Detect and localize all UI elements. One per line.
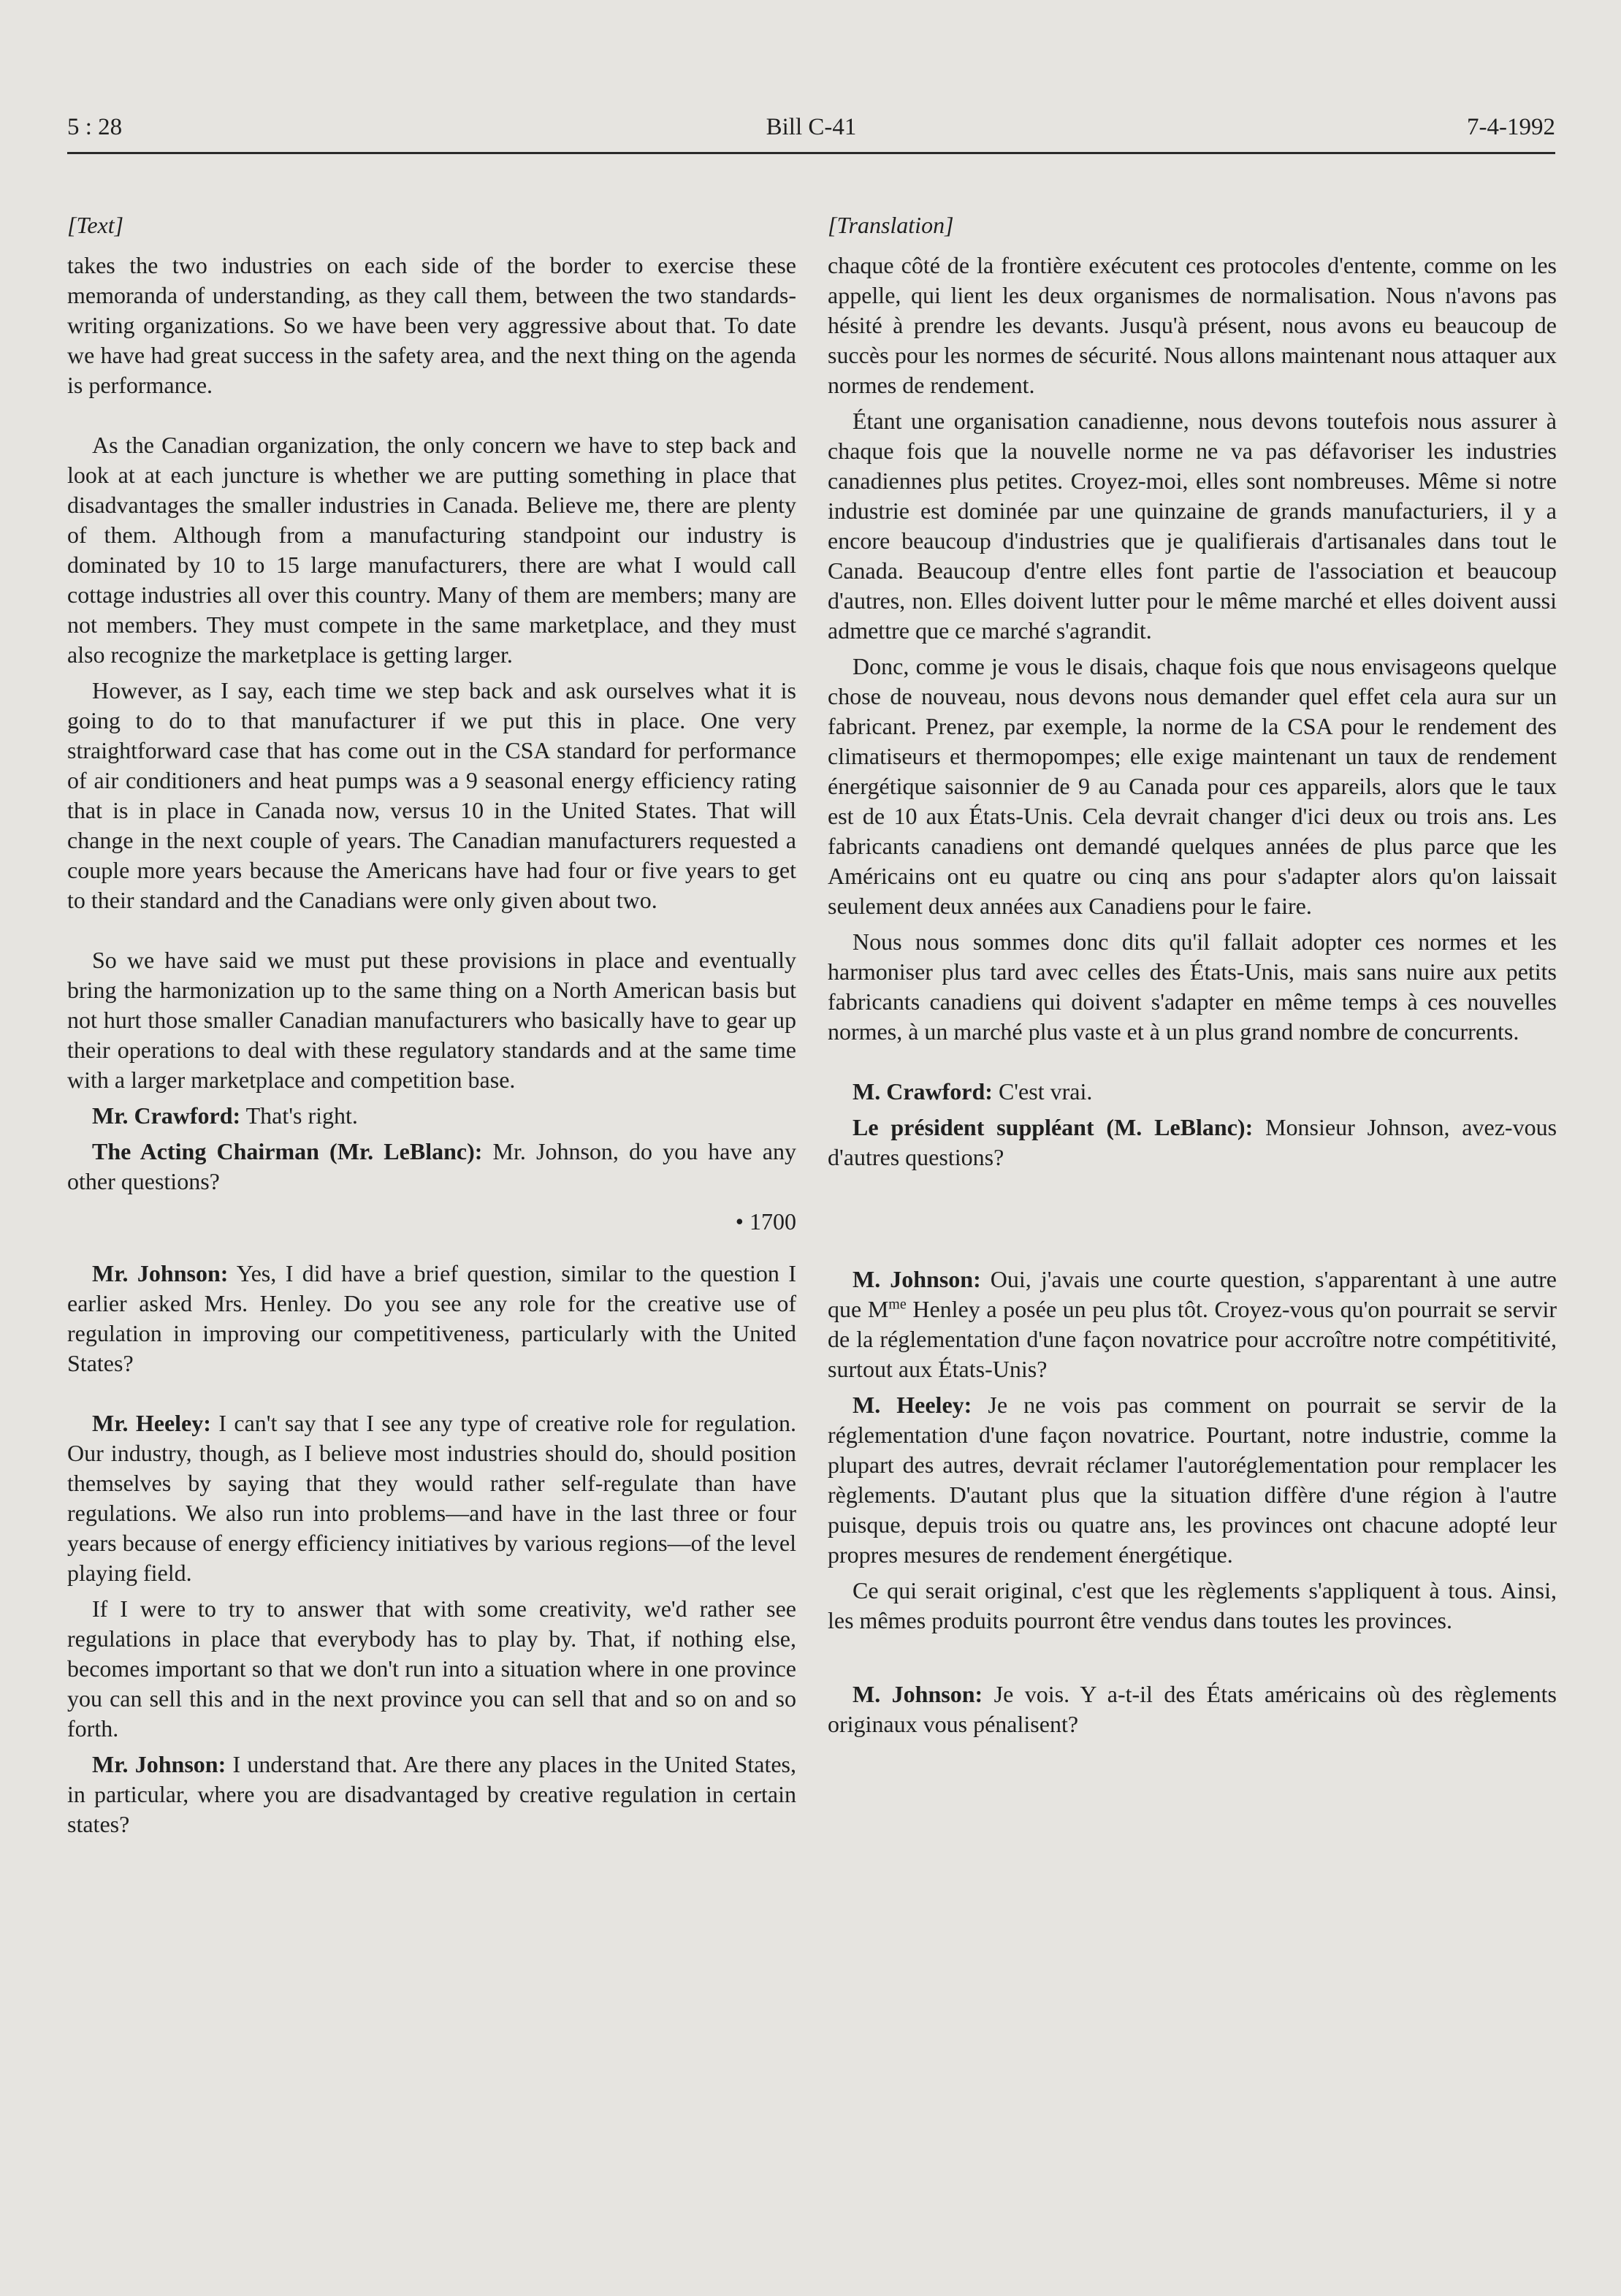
en-speech-johnson-1 <box>67 1259 796 1378</box>
speech-text-b: Henley a posée un peu plus tôt. Croyez-vous qu'on pourrait se servir de la réglementation d'une façon novatrice pour accroître notre compétitivité, surtout aux États-Unis? <box>828 1296 1557 1382</box>
timestamp: • 1700 <box>735 1208 796 1235</box>
speech-text: I can't say that I see any type of creative role for regulation. Our industry, though, as I believe most industries should do, should position themselves by saying that they would rather self-regulate than have regulations. We also run into problems—and have in the last three or four years because of energy efficiency initiatives by various regions—of the level playing field. <box>67 1410 797 1586</box>
en-speech-heeley <box>67 1408 796 1588</box>
en-speech-crawford <box>67 1101 796 1131</box>
fr-speech-johnson-2 <box>828 1679 1557 1739</box>
speech-text: Monsieur Johnson, avez-vous d'autres questions? <box>828 1114 1557 1170</box>
text-tag: [Text] <box>67 212 124 238</box>
speaker-name: M. Crawford: <box>853 1078 993 1105</box>
fr-speech-chairman <box>828 1113 1557 1172</box>
speaker-name: Le président suppléant (M. LeBlanc): <box>853 1114 1254 1140</box>
page-number: 5 : 28 <box>67 114 123 140</box>
fr-paragraph-4: Nous nous sommes donc dits qu'il fallait adopter ces normes et les harmoniser plus tard avec celles des États-Unis, mais sans nuire aux petits fabricants canadiens qui doivent s'adapter en même temps à ces nouvelles normes, à un marché plus vaste et à un plus grand nombre de concurrents. <box>828 928 1557 1045</box>
fr-paragraph-1: chaque côté de la frontière exécutent ces protocoles d'entente, comme on les appelle, qui lient les deux organismes de normalisation. Nous n'avons pas hésité à prendre les devants. Jusqu'à présent, nous avons eu beaucoup de succès pour les normes de sécurité. Nous allons maintenant nous attaquer aux normes de rendement. <box>828 252 1557 398</box>
speech-text-a: Oui, j'avais une courte question, s'apparentant à une autre que M <box>828 1266 1557 1322</box>
french-column <box>828 210 1557 1739</box>
document-date: 7-4-1992 <box>1467 114 1555 140</box>
fr-paragraph-5: Ce qui serait original, c'est que les règlements s'appliquent à tous. Ainsi, les mêmes produits pourront être vendus dans toutes les provinces. <box>828 1577 1557 1633</box>
speaker-name: Mr. Johnson: <box>92 1260 229 1286</box>
en-paragraph-1: takes the two industries on each side of the border to exercise these memoranda of understanding, as they call them, between the two standards-writing organizations. So we have been very aggressive about that. To date we have had great success in the safety area, and the next thing on the agenda is performance. <box>67 252 796 398</box>
page-header <box>67 114 1555 155</box>
speech-text: Je ne vois pas comment on pourrait se servir de la réglementation d'une façon novatrice. Pourtant, notre industrie, comme la plupart des autres, devrait réclamer l'autoréglementation pour remplacer les règlements. D'autant plus que la situation diffère d'une région à l'autre puisque, depuis trois ou quatre ans, les provinces ont chacune adopté leur propres mesures de rendement énergétique. <box>828 1392 1557 1568</box>
en-speech-chairman <box>67 1137 796 1197</box>
fr-speech-heeley <box>828 1390 1557 1570</box>
translation-tag: [Translation] <box>828 212 954 238</box>
speaker-name: M. Heeley: <box>853 1392 972 1418</box>
text-tag-label: Text <box>76 212 115 238</box>
en-paragraph-5: If I were to try to answer that with some creativity, we'd rather see regulations in place that everybody has to play by. That, if nothing else, becomes important so that we don't run into a situation where in one province you can sell this and in the next province you can sell that and so on and so forth. <box>67 1595 796 1742</box>
en-paragraph-4: So we have said we must put these provisions in place and eventually bring the harmonization up to the same thing on a North American basis but not hurt those smaller Canadian manufacturers who basically have to gear up their operations to deal with these regulatory standards and at the same time with a larger marketplace and competition base. <box>67 947 796 1093</box>
en-paragraph-2: As the Canadian organization, the only concern we have to step back and look at at each juncture is whether we are putting something in place that disadvantages the smaller industries in Canada. Believe me, there are plenty of them. Although from a manufacturing standpoint our industry is dominated by 10 to 15 large manufacturers, there are what I would call cottage industries all over this country. Many of them are members; many are not members. They must compete in the same marketplace, and they must also recognize the marketplace is getting larger. <box>67 432 796 668</box>
speech-text: I understand that. Are there any places in the United States, in particular, where you are disadvantaged by creative regulation in certain states? <box>67 1751 797 1837</box>
fr-speech-crawford <box>828 1077 1557 1107</box>
speaker-name: The Acting Chairman (Mr. LeBlanc): <box>92 1138 483 1164</box>
en-paragraph-3: However, as I say, each time we step back and ask ourselves what it is going to do to that manufacturer if we put this in place. One very straightforward case that has come out in the CSA standard for performance of air conditioners and heat pumps was a 9 seasonal energy efficiency rating that is in place in Canada now, versus 10 in the United States. That will change in the next couple of years. The Canadian manufacturers requested a couple more years because the Americans have had four or five years to get to their standard and the Canadians were only given about two. <box>67 677 796 913</box>
header-rule <box>67 152 1555 154</box>
speech-text: Je vois. Y a-t-il des États américains où des règlements originaux vous pénalisent? <box>828 1681 1557 1737</box>
speaker-name: Mr. Crawford: <box>92 1102 241 1129</box>
english-column <box>67 210 796 1839</box>
speaker-name: Mr. Johnson: <box>92 1751 226 1777</box>
speech-text: Yes, I did have a brief question, similar to the question I earlier asked Mrs. Henley. Do you see any role for the creative use of regulation in improving our competitiveness, particularly with the United States? <box>67 1260 797 1376</box>
speech-text: That's right. <box>245 1102 358 1129</box>
speaker-name: Mr. Heeley: <box>92 1410 211 1436</box>
speaker-name: M. Johnson: <box>853 1681 983 1707</box>
document-title: Bill C-41 <box>766 114 857 140</box>
superscript: me <box>888 1296 907 1313</box>
en-speech-johnson-2 <box>67 1750 796 1839</box>
translation-tag-label: Translation <box>836 212 945 238</box>
fr-paragraph-2: Étant une organisation canadienne, nous devons toutefois nous assurer à chaque fois que la nouvelle norme ne va pas défavoriser les industries canadiennes plus petites. Croyez-moi, elles sont nombreuses. Même si notre industrie est dominée par une quinzaine de grands manufacturiers, il y a encore beaucoup d'industries que je qualifierais d'artisanales dans tout le Canada. Beaucoup d'entre elles font partie de l'association et beaucoup d'autres, non. Elles doivent lutter pour le même marché et elles doivent aussi admettre que ce marché s'agrandit. <box>828 408 1557 644</box>
fr-paragraph-3: Donc, comme je vous le disais, chaque fois que nous envisageons quelque chose de nouveau, nous devons nous demander quel effet cela aura sur un fabricant. Prenez, par exemple, la norme de la CSA pour le rendement des climatiseurs et thermopompes; elle exige maintenant un taux de rendement énergétique saisonnier de 9 au Canada pour ces appareils, alors que le taux est de 10 aux États-Unis. Cela devrait changer d'ici deux ou trois ans. Les fabricants canadiens ont demandé quelques années de plus parce que les Américains ont eu quatre ou cinq ans pour s'adapter alors qu'on laissait seulement deux années aux Canadiens pour le faire. <box>828 653 1557 919</box>
speaker-name: M. Johnson: <box>853 1266 981 1292</box>
speech-text: C'est vrai. <box>998 1078 1093 1105</box>
fr-speech-johnson-1 <box>828 1265 1557 1384</box>
speech-text: Mr. Johnson, do you have any other questions? <box>67 1138 797 1194</box>
